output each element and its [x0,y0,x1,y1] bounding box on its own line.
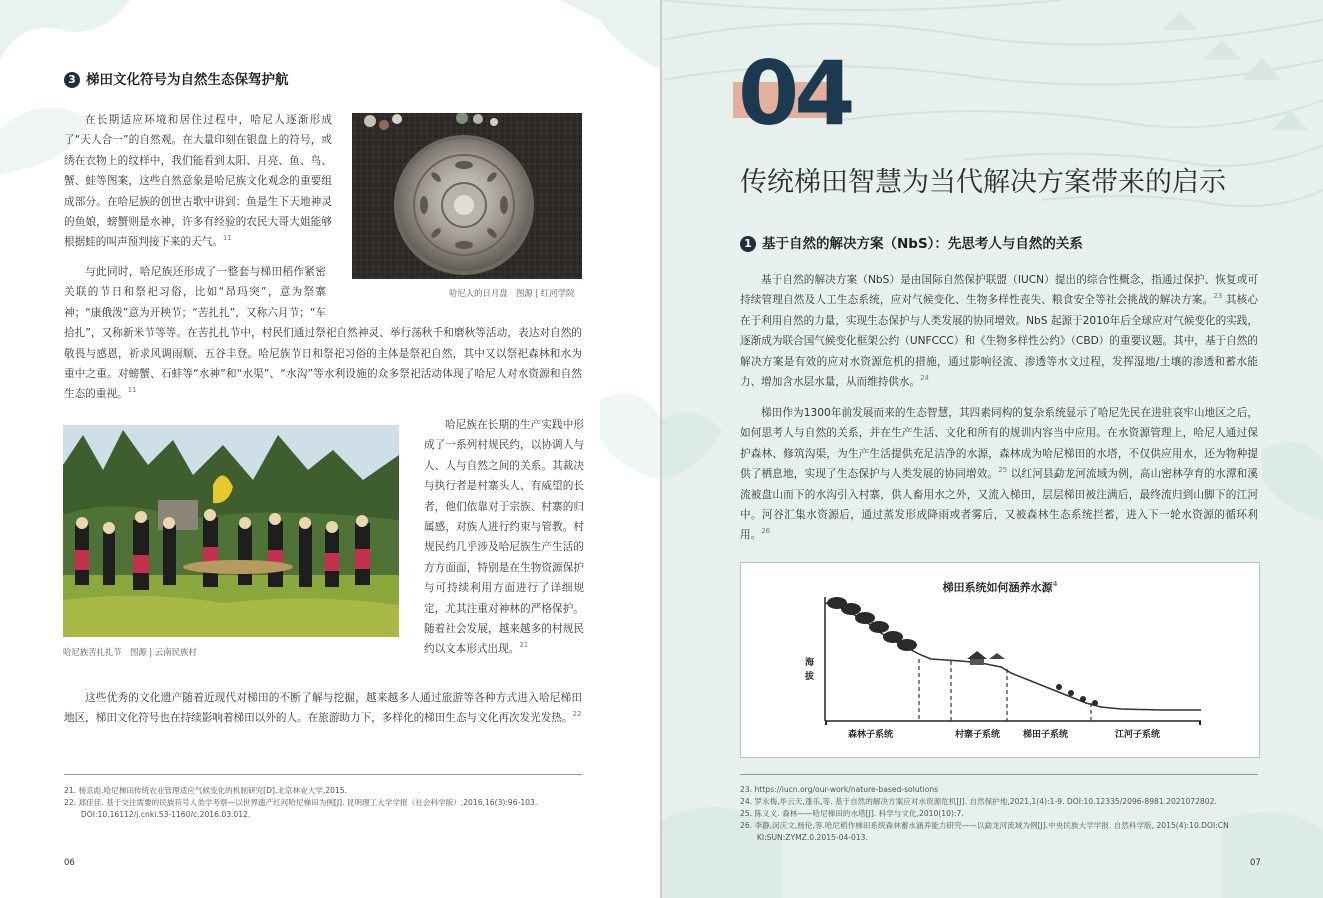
footnote: 25. 陈义义. 森林——哈尼梯田的水塔[J]. 科学与文化,2010(10):7. [740,809,964,818]
footnote-ref[interactable]: 11 [222,234,232,243]
diagram-title: 梯田系统如何涵养水源$^4$ [942,580,1058,594]
figure-caption: 哈尼人的日月盘 图源 | 红河学院 [449,288,575,298]
footnote-ref[interactable]: 25 [998,466,1008,475]
footnote: 22. 郑佳佳. 基于交往需要的民族符号人类学考察—以世界遗产红河哈尼梯田为例[J]. 昆明理工大学学报（社会科学版）,2016,16(3):96-103. [64,798,538,807]
section-title: 梯田文化符号为自然生态保驾护航 [86,72,289,88]
section-number: 3 [64,72,80,88]
footnote-ref[interactable]: 11 [127,386,137,395]
paragraph: 哈尼族在长期的生产实践中形成了一系列村规民约，以协调人与人、人与自然之间的关系。其裁决与执行者是村寨头人、有威望的长者，他们依靠对于宗族、村寨的归属感，对族人进行约束与管教。村规民约几乎涉及哈尼族生产生活的方方面面，特别是在生物资源保护与可持续利用方面进行了详细规定，尤其注重对神林的严格保护。随着社会发展，越来越多的村规民约以文本形式出现。$^{21}$ [424,419,584,656]
footnote-ref[interactable]: 21 [519,641,529,650]
page-number: 06 [64,858,75,868]
section-title: 基于自然的解决方案（NbS）：先思考人与自然的关系 [762,236,1083,252]
paragraph: 基于自然的解决方案（NbS）是由国际自然保护联盟（IUCN）提出的综合性概念，指通过保护、恢复或可持续管理自然及人工生态系统，应对气候变化、生物多样性丧失、粮食安全等社会挑战的解决方案。$^{23}$ 其核心在于利用自然的力量，实现生态保护与人类发展的协同增效。NbS 起源于2010年后全球应对气候变化的实践，逐渐成为联合国气候变化框架公约（UNFCCC）和《生物多样性公约》（CBD）的重要议题。其中，基于自然的解决方案是有效的应对水资源危机的措施，通过影响径流、渗透等水文过程，发挥湿地/土壤的渗透和蓄水能力、增加含水层水量，从而维持供水。$^{24}$ [740,274,1258,389]
zone-label: 村寨子系统 [955,730,1001,740]
footnote: 26. 李静,闵庆文,杨伦,等.哈尼稻作梯田系统森林蓄水涵养能力研究——以勐龙河流域为例[J].中央民族大学学报. 自然科学版, 2015(4):10.DOI:CN [740,821,1229,830]
figure-kuzhazha-festival [63,425,399,637]
page-number: 07 [1250,858,1261,868]
section-number: 1 [740,236,756,252]
chapter-title: 传统梯田智慧为当代解决方案带来的启示 [740,167,1226,198]
right-page [662,0,1323,898]
footnote-rule [740,774,1258,775]
chapter-number: 04 [738,42,851,145]
footnote-rule [64,774,582,775]
diagram-terrace-water [740,562,1260,758]
footnote: 24. 罗永梅,毕云天,蓬乐,等. 基于自然的解决方案应对水资源危机[J]. 自然保护地,2021,1(4):1-9. DOI:10.12335/2096-8981.2021072802. [740,797,1217,806]
footnote-ref[interactable]: 22 [572,710,582,719]
zone-label: 江河子系统 [1115,730,1161,740]
figure-caption: 哈尼族苦扎扎节 图源 | 云南民族村 [63,647,197,657]
left-page [0,0,661,898]
footnote: 21. 杨京彪.哈尼梯田传统农业管理适应气候变化的机制研究[D].北京林业大学,2015. [64,786,348,795]
footnote: KI:SUN:ZYMZ.0.2015-04-013. [740,833,868,842]
footnote-ref[interactable]: 4 [1052,580,1058,588]
footnote-ref[interactable]: 26 [761,527,771,536]
footnote: 23. https://iucn.org/our-work/nature-based-solutions [740,785,939,794]
paragraph: 在长期适应环境和居住过程中，哈尼人逐渐形成了“天人合一”的自然观。在大量印刻在银盘上的符号，或绣在衣物上的纹样中，我们能看到太阳、月亮、鱼、鸟、蟹、蛙等图案，这些自然意象是哈尼族文化观念的重要组成部分。在哈尼族的创世古歌中讲到：鱼是生下天地神灵的鱼娘，螃蟹则是水神，许多有经验的农民大哥大姐能够根据蛙的叫声预判接下来的天气。$^{11}$ [64,114,332,249]
paragraph: 梯田作为1300年前发展而来的生态智慧，其四素同构的复杂系统显示了哈尼先民在进驻哀牢山地区之后，如何思考人与自然的关系，并在生产生活、文化和所有的规训内容当中应用。在水资源管理上，哈尼人通过保护森林、修筑沟渠，为生产生活提供充足洁净的水源，森林成为哈尼梯田的水塔，不仅供应用水，还为物种提供了栖息地，实现了生态保护与人类发展的协同增效。$^{25}$ 以红河县勐龙河流域为例，高山密林孕育的水潭和溪流被盘山而下的水沟引入村寨，供人畜用水之外，又流入梯田，层层梯田被注满后，最终流归到山脚下的江河中。河谷汇集水资源后，通过蒸发形成降雨或者雾后，又被森林生态系统拦蓄，进入下一轮水资源的循环利用。$^{26}$ [740,407,1258,542]
footnote-ref[interactable]: 23 [1213,292,1223,301]
silver-disc-image [352,113,582,279]
festival-photo [63,425,399,637]
paragraph: 与此同时，哈尼族还形成了一整套与梯田稻作紧密关联的节日和祭祀习俗，比如“昂玛突”，意为祭寨神；“康俄泼”意为开秧节；“苦扎扎”，又称六月节；“车拾扎”，又称新米节等等。在苦扎扎节中，村民们通过祭祀自然神灵、举行荡秋千和磨秋等活动，表达对自然的敬畏与感恩，祈求风调雨顺、五谷丰登。哈尼族节日和祭祀习俗的主体是祭祀自然，其中又以祭祀森林和水为重中之重。对螃蟹、石蚌等“水神”和“水渠”、“水沟”等水利设施的众多祭祀活动体现了哈尼人对水资源和自然生态的重视。$^{11}$ [64,266,582,401]
figure-silver-disc [352,113,582,279]
paragraph: 这些优秀的文化遗产随着近现代对梯田的不断了解与挖掘，越来越多人通过旅游等各种方式进入哈尼梯田地区，梯田文化符号也在持续影响着梯田以外的人。在旅游助力下，多样化的梯田生态与文化再次发光发热。$^{22}$ [64,692,582,725]
y-axis-label: 海 [805,658,815,668]
footnote-ref[interactable]: 24 [920,374,930,383]
footnote: DOI:10.16112/j.cnki.53-1160/c.2016.03.012. [64,810,251,819]
section-heading [740,232,1083,252]
zone-label: 森林子系统 [848,730,894,740]
y-axis-label: 拔 [805,672,815,682]
zone-label: 梯田子系统 [1023,730,1069,740]
section-heading [64,68,289,88]
